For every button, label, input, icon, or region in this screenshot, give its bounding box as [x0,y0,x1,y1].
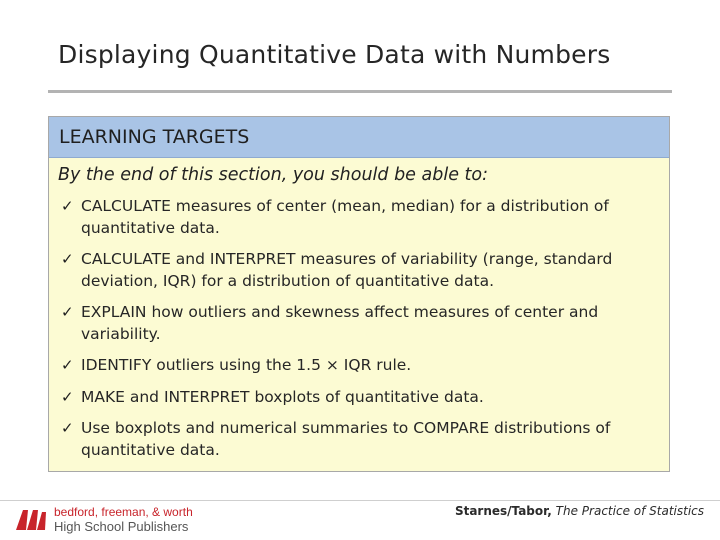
title-divider [48,90,672,93]
check-icon: ✓ [61,250,74,268]
learning-target-item [61,387,661,409]
publisher-name: bedford, freeman, & worth [54,505,193,519]
learning-target-item [61,418,661,461]
check-icon: ✓ [61,197,74,215]
learning-target-text: CALCULATE and INTERPRET measures of variability (range, standard deviation, IQR) for a distribution of quantitative data. [81,250,613,290]
publisher-logo [14,503,214,535]
learning-target-item [61,196,661,239]
footer-divider [0,500,720,501]
slide-title: Displaying Quantitative Data with Numbers [58,40,611,69]
check-icon: ✓ [61,303,74,321]
check-icon: ✓ [61,419,74,437]
macmillan-m-icon [14,506,48,532]
learning-targets-header: LEARNING TARGETS [49,117,669,158]
learning-targets-intro: By the end of this section, you should be able to: [58,165,488,185]
learning-targets-list [61,196,661,471]
learning-target-text: CALCULATE measures of center (mean, median) for a distribution of quantitative data. [81,197,609,237]
publisher-division: High School Publishers [54,519,189,534]
learning-target-text: EXPLAIN how outliers and skewness affect measures of center and variability. [81,303,599,343]
check-icon: ✓ [61,387,74,406]
learning-target-item [61,249,661,292]
learning-target-text: IDENTIFY outliers using the 1.5 × IQR rule. [81,356,412,374]
learning-target-item [61,302,661,345]
learning-target-item [61,355,661,377]
credit-authors: Starnes/Tabor, [454,504,552,518]
learning-targets-box [48,116,670,472]
credit-book-title: The Practice of Statistics [555,504,704,518]
check-icon: ✓ [61,356,74,374]
learning-target-text: MAKE and INTERPRET boxplots of quantitative data. [81,387,484,406]
learning-target-text: Use boxplots and numerical summaries to COMPARE distributions of quantitative data. [81,419,611,459]
book-credit [455,504,704,518]
